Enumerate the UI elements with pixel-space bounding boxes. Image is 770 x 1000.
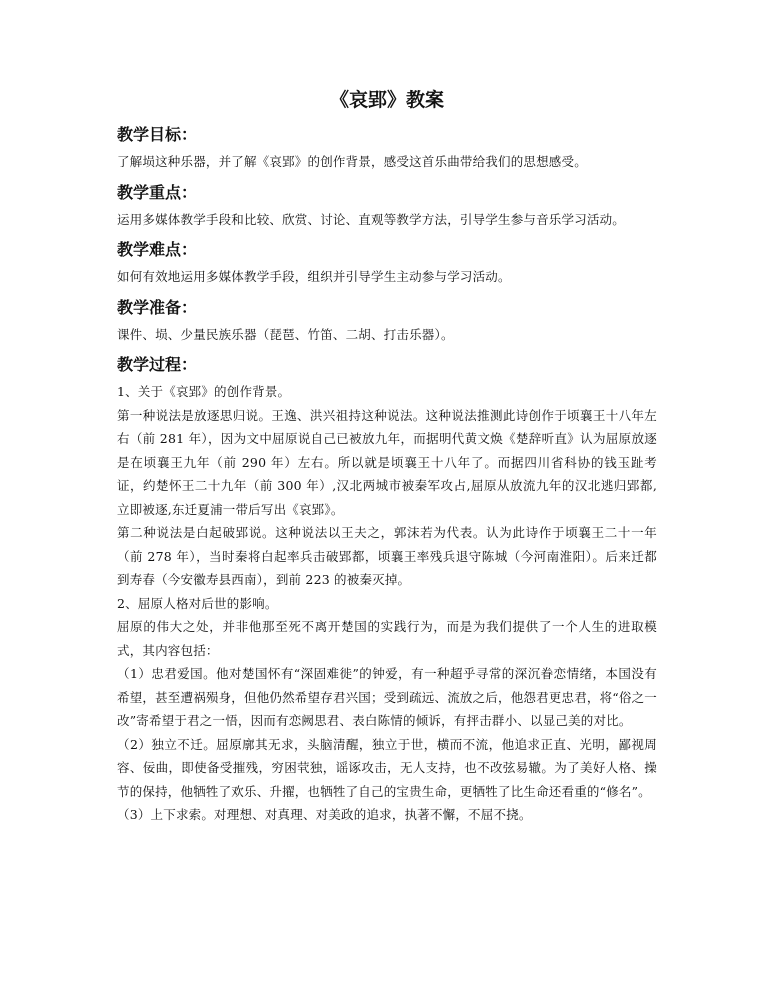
page-title: 《哀郢》教案 — [329, 89, 444, 111]
section-heading: 教学难点： — [117, 240, 198, 259]
paragraph: 1、关于《哀郢》的创作背景。 — [117, 384, 291, 399]
paragraph: （2）独立不迁。屈原廓其无求，头脑清醒，独立于世，横而不流，他追求正直、光明，鄙视周容、佞曲，即使备受摧残，穷困茕独，谣诼攻击，无人支持，也不改弦易辙。为了美好人格、操节的保持，他牺牲了欢乐、升擢，也牺牲了自己的宝贵生命，更牺牲了比生命还看重的“修名”。 — [117, 736, 657, 799]
section-heading: 教学目标： — [117, 125, 198, 144]
section-heading: 教学准备： — [117, 297, 198, 317]
section-process — [117, 352, 657, 827]
document-page — [117, 86, 657, 827]
paragraph: 了解埙这种乐器，并了解《哀郢》的创作背景，感受这首乐曲带给我们的思想感受。 — [117, 154, 587, 169]
paragraph: 如何有效地运用多媒体教学手段，组织并引导学生主动参与学习活动。 — [117, 269, 511, 284]
paragraph: 第一种说法是放逐思归说。王逸、洪兴祖持这种说法。这种说法推测此诗创作于顷襄王十八年左右（前 281 年），因为文中屈原说自己已被放九年，而据明代黄文焕《楚辞听直》认为屈原放逐是在顷襄王九年（前 290 年）左右。所以就是顷襄王十八年了。而据四川省科协的钱玉趾考证，约楚怀王二十九年（前 300 年）,汉北两城市被秦军攻占,屈原从放流九年的汉北逃归郢都,立即被逐,东迁夏浦一带后写出《哀郢》。 — [117, 407, 657, 517]
section-preparation — [117, 295, 657, 347]
section-heading: 教学重点： — [117, 182, 198, 202]
paragraph: 2、屈原人格对后世的影响。 — [117, 595, 278, 611]
section-difficulties — [117, 237, 657, 289]
section-heading: 教学过程： — [117, 355, 198, 374]
paragraph: （3）上下求索。对理想、对真理、对美政的追求，执著不懈，不屈不挠。 — [117, 807, 532, 822]
paragraph: 课件、埙、少量民族乐器（琵琶、竹笛、二胡、打击乐器）。 — [117, 326, 454, 342]
paragraph: （1）忠君爱国。他对楚国怀有“深固难徙”的钟爱，有一种超乎寻常的深沉眷恋情绪，本国没有希望，甚至遭祸殒身，但他仍然希望存君兴国；受到疏远、流放之后，他怨君更忠君，将“俗之一改”寄希望于君之一悟，因而有恋阙思君、表白陈情的倾诉，有抨击群小、以显己美的对比。 — [117, 666, 657, 728]
section-objectives — [117, 122, 657, 174]
paragraph: 屈原的伟大之处，并非他那至死不离开楚国的实践行为，而是为我们提供了一个人生的进取模式，其内容包括： — [117, 619, 657, 658]
section-key-points — [117, 180, 657, 232]
paragraph: 第二种说法是白起破郢说。这种说法以王夫之，郭沫若为代表。认为此诗作于顷襄王二十一年（前 278 年），当时秦将白起率兵击破郢都，顷襄王率残兵退守陈城（今河南淮阳）。后来迁都到寿春（今安徽寿县西南），到前 223 的被秦灭掉。 — [117, 525, 657, 587]
paragraph: 运用多媒体教学手段和比较、欣赏、讨论、直观等教学方法，引导学生参与音乐学习活动。 — [117, 211, 626, 227]
